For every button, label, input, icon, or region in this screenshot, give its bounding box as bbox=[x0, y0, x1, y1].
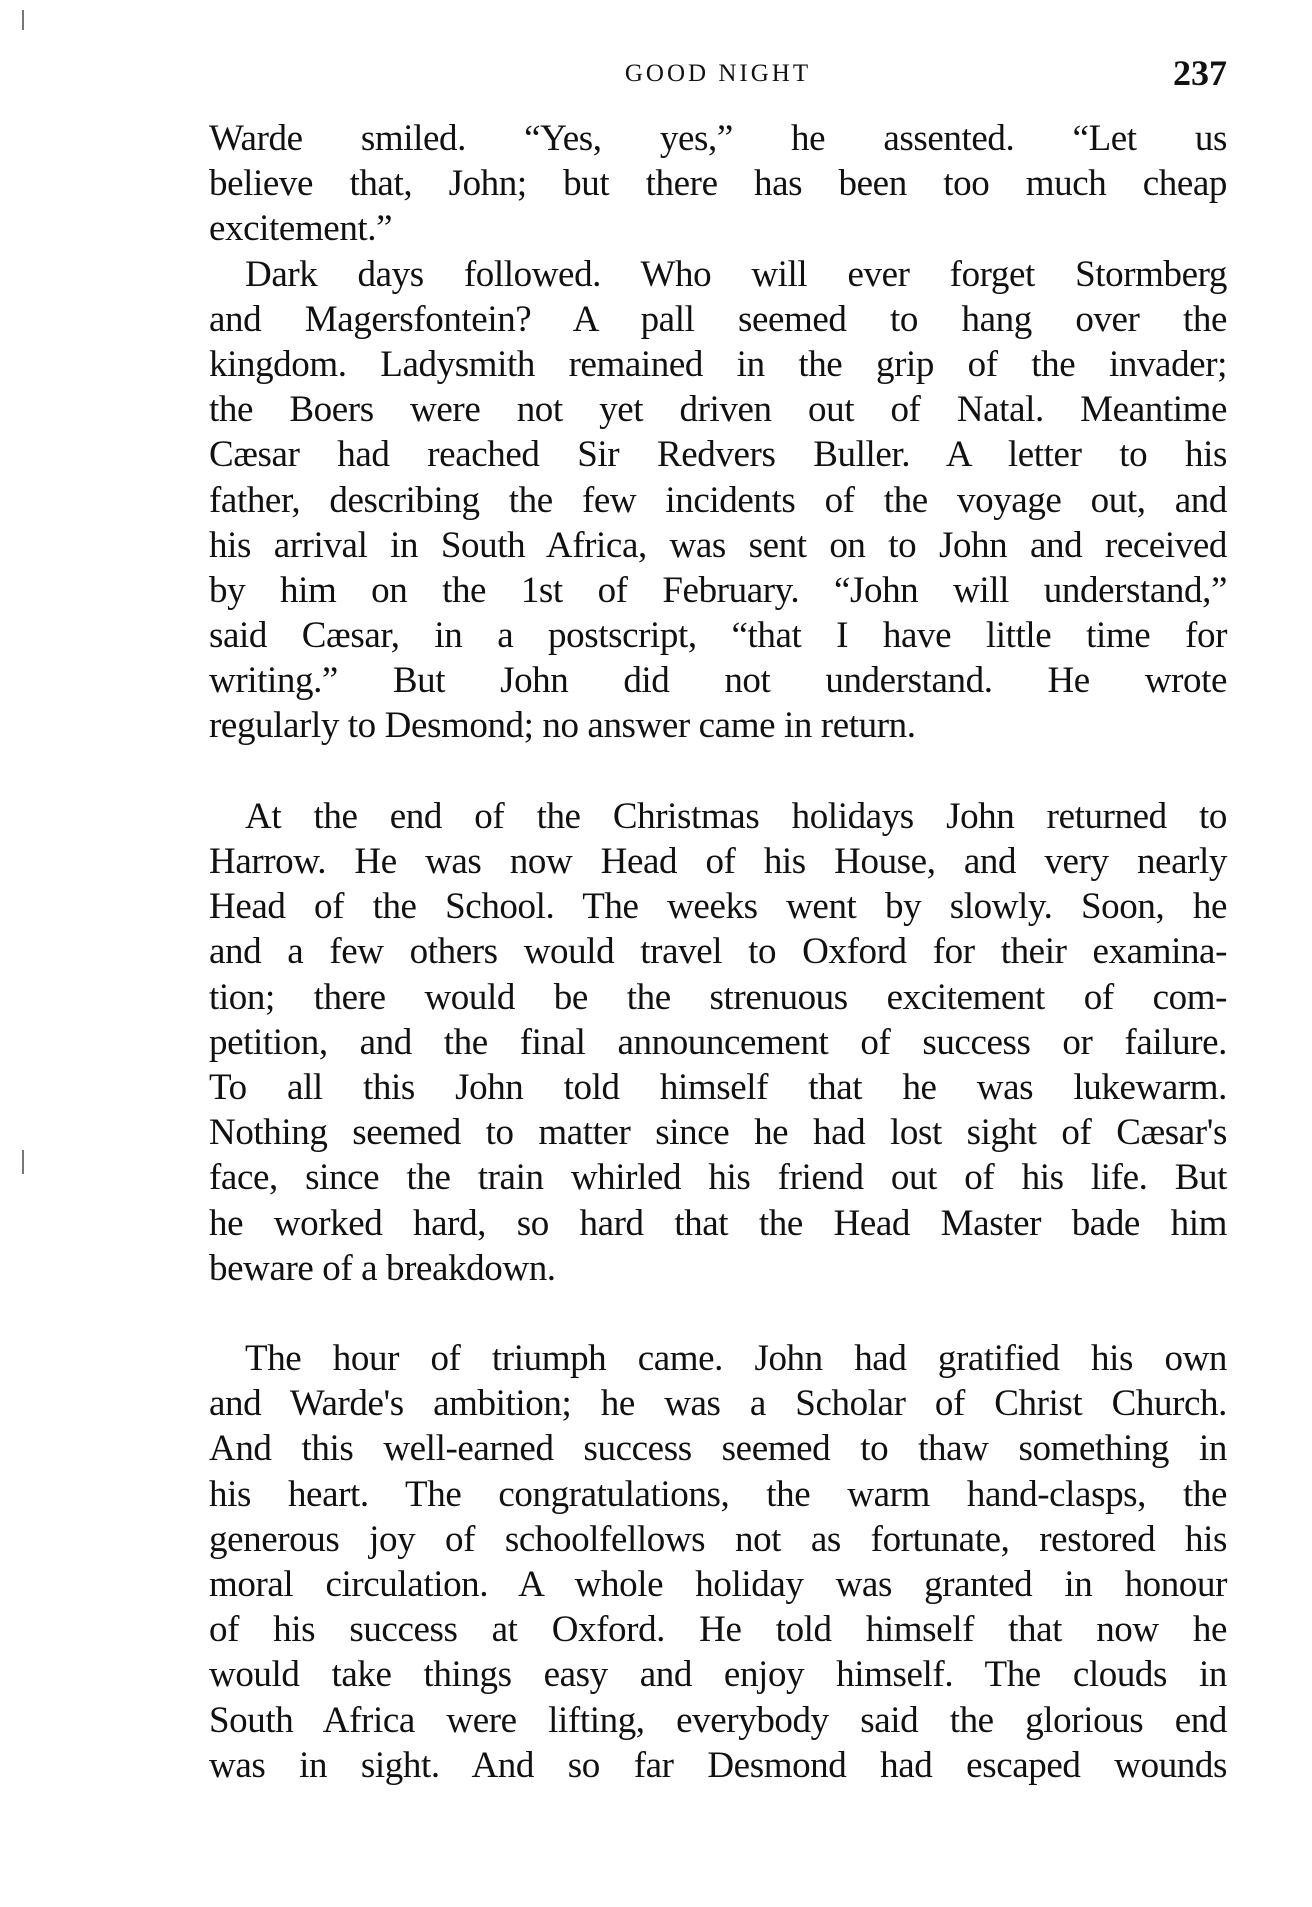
text-line: he worked hard, so hard that the Head Master bade him bbox=[209, 1202, 1227, 1244]
text-line: face, since the train whirled his friend out of his life. But bbox=[209, 1157, 1227, 1199]
running-head-title: GOOD NIGHT bbox=[624, 60, 812, 87]
paragraph-gap bbox=[209, 1291, 1227, 1336]
text-line: Cæsar had reached Sir Redvers Buller. A letter to his bbox=[209, 434, 1227, 476]
paragraph bbox=[209, 252, 1227, 749]
paragraph bbox=[209, 794, 1227, 1291]
text-line: by him on the 1st of February. “John will understand,” bbox=[209, 569, 1227, 611]
text-line: beware of a breakdown. bbox=[209, 1247, 556, 1289]
text-line: generous joy of schoolfellows not as fortunate, restored his bbox=[209, 1518, 1227, 1560]
text-line: moral circulation. A whole holiday was granted in honour bbox=[209, 1564, 1227, 1605]
text-line: regularly to Desmond; no answer came in return. bbox=[209, 705, 916, 747]
text-line: the Boers were not yet driven out of Natal. Meantime bbox=[209, 389, 1227, 431]
text-line: Harrow. He was now Head of his House, and very nearly bbox=[209, 841, 1227, 882]
text-line: tion; there would be the strenuous excitement of com- bbox=[209, 976, 1227, 1018]
text-line: Nothing seemed to matter since he had lost sight of Cæsar's bbox=[209, 1112, 1227, 1154]
text-line: father, describing the few incidents of the voyage out, and bbox=[209, 479, 1227, 521]
text-line: At the end of the Christmas holidays John returned to bbox=[245, 795, 1227, 837]
page-number: 237 bbox=[1173, 53, 1227, 93]
text-line: his arrival in South Africa, was sent on to John and received bbox=[209, 524, 1227, 566]
text-line: believe that, John; but there has been too much cheap bbox=[209, 163, 1227, 205]
running-head bbox=[209, 52, 1227, 96]
text-line: and Magersfontein? A pall seemed to hang over the bbox=[209, 298, 1227, 340]
text-line: And this well-earned success seemed to thaw something in bbox=[209, 1428, 1227, 1470]
text-line: Warde smiled. “Yes, yes,” he assented. “Let us bbox=[209, 118, 1227, 159]
text-line: and a few others would travel to Oxford for their examina- bbox=[209, 931, 1227, 973]
margin-speck bbox=[22, 1150, 24, 1174]
text-line: writing.” But John did not understand. He wrote bbox=[209, 660, 1227, 702]
paragraph bbox=[209, 116, 1227, 252]
text-line: would take things easy and enjoy himself. The clouds in bbox=[209, 1654, 1227, 1696]
text-line: South Africa were lifting, everybody said the glorious end bbox=[209, 1699, 1227, 1741]
body-text bbox=[209, 116, 1227, 1788]
text-line: his heart. The congratulations, the warm hand-clasps, the bbox=[209, 1473, 1227, 1515]
text-line: of his success at Oxford. He told himself that now he bbox=[209, 1609, 1227, 1651]
text-line: said Cæsar, in a postscript, “that I have little time for bbox=[209, 615, 1227, 657]
text-line: Head of the School. The weeks went by slowly. Soon, he bbox=[209, 886, 1227, 928]
text-line: Dark days followed. Who will ever forget Stormberg bbox=[245, 253, 1227, 295]
text-line: kingdom. Ladysmith remained in the grip of the invader; bbox=[209, 343, 1227, 385]
text-line: excitement.” bbox=[209, 208, 393, 250]
text-line: was in sight. And so far Desmond had escaped wounds bbox=[209, 1744, 1227, 1786]
paragraph-gap bbox=[209, 749, 1227, 794]
paragraph bbox=[209, 1336, 1227, 1788]
text-line: petition, and the final announcement of success or failure. bbox=[209, 1021, 1227, 1063]
text-line: and Warde's ambition; he was a Scholar of Christ Church. bbox=[209, 1383, 1227, 1425]
text-line: To all this John told himself that he was lukewarm. bbox=[209, 1066, 1227, 1108]
text-line: The hour of triumph came. John had gratified his own bbox=[245, 1338, 1227, 1380]
margin-speck bbox=[22, 10, 24, 30]
